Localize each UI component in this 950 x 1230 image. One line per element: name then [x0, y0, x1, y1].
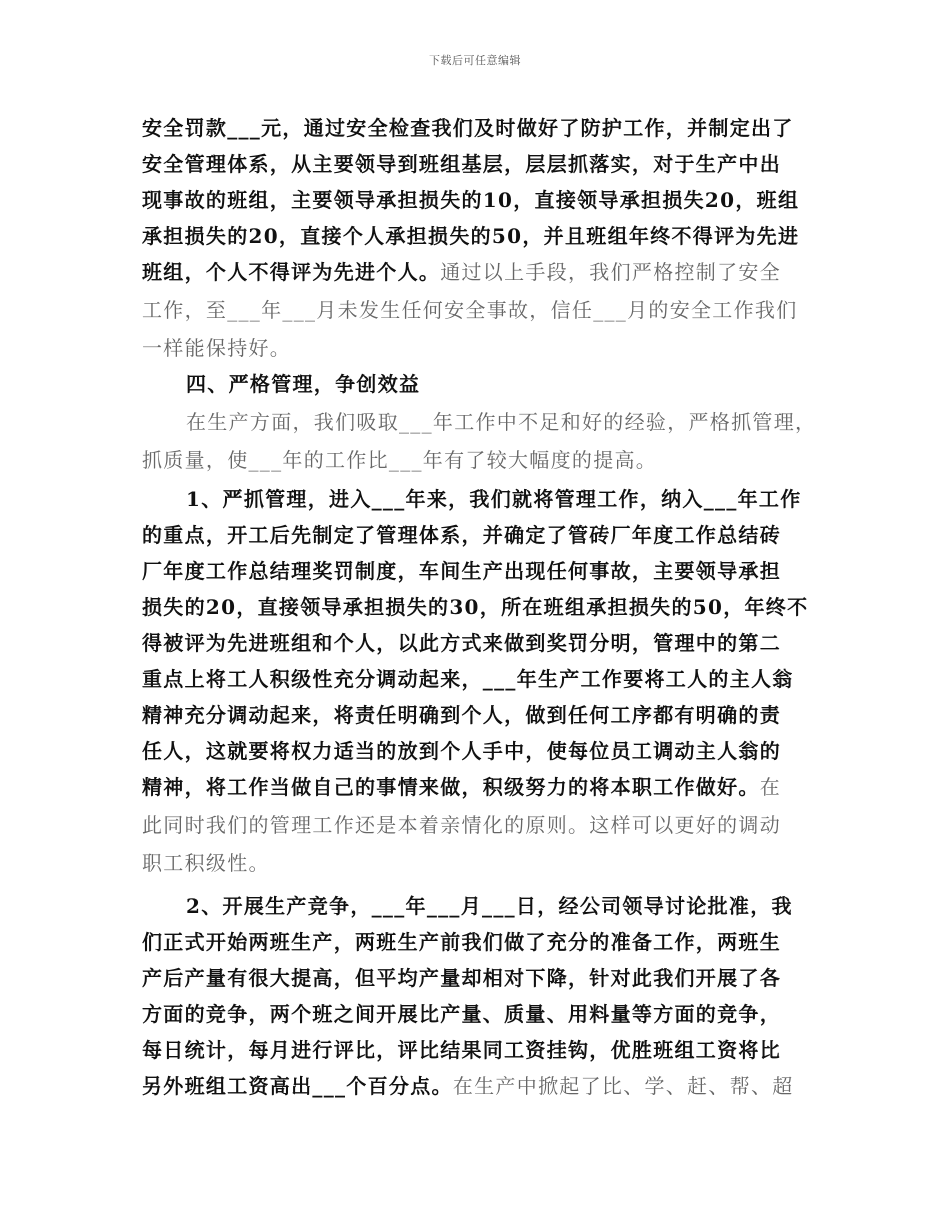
text-line: 此同时我们的管理工作还是本着亲情化的原则。这样可以更好的调动: [142, 813, 781, 837]
text-line: 们正式开始两班生产，两班生产前我们做了充分的准备工作，两班生: [142, 930, 781, 954]
text-line: 承担损失的20，直接个人承担损失的50，并且班组年终不得评为先进: [142, 224, 800, 248]
text-line: 一样能保持好。: [142, 336, 292, 360]
text-line: 方面的竞争，两个班之间开展比产量、质量、用料量等方面的竞争，: [142, 1002, 781, 1026]
text-line: 1、严抓管理，进入___年来，我们就将管理工作，纳入___年工作: [186, 487, 802, 511]
text-line: 班组，个人不得评为先进个人。通过以上手段，我们严格控制了安全: [142, 260, 782, 284]
page-header: 下载后可任意编辑: [429, 54, 521, 67]
text-line: 抓质量，使___年的工作比___年有了较大幅度的提高。: [142, 448, 658, 472]
text-line: 安全管理体系，从主要领导到班组基层，层层抓落实，对于生产中出: [142, 152, 781, 176]
text-line: 精神，将工作当做自己的事情来做，积级努力的将本职工作做好。在: [142, 775, 782, 799]
text-line: 工作，至___年___月未发生任何安全事故，信任___月的安全工作我们: [142, 298, 798, 322]
text-line: 得被评为先进班组和个人，以此方式来做到奖罚分明，管理中的第二: [142, 631, 781, 655]
text-line: 损失的20，直接领导承担损失的30，所在班组承担损失的50，年终不: [142, 595, 809, 619]
text-line: 厂年度工作总结理奖罚制度，车间生产出现任何事故，主要领导承担: [142, 559, 781, 583]
section-heading: 四、严格管理，争创效益: [186, 372, 421, 396]
text-line: 在生产方面，我们吸取___年工作中不足和好的经验，严格抓管理，: [186, 410, 817, 434]
text-line: 的重点，开工后先制定了管理体系，并确定了管砖厂年度工作总结砖: [142, 523, 781, 547]
text-line: 2、开展生产竞争，___年___月___日，经公司领导讨论批准，我: [186, 894, 793, 918]
text-line: 精神充分调动起来，将责任明确到个人，做到任何工序都有明确的责: [142, 703, 781, 727]
text-line: 重点上将工人积级性充分调动起来，___年生产工作要将工人的主人翁: [142, 667, 794, 691]
text-line: 每日统计，每月进行评比，评比结果同工资挂钩，优胜班组工资将比: [142, 1038, 781, 1062]
text-line: 安全罚款___元，通过安全检查我们及时做好了防护工作，并制定出了: [142, 116, 794, 140]
text-line: 任人，这就要将权力适当的放到个人手中，使每位员工调动主人翁的: [142, 739, 781, 763]
text-line: 另外班组工资高出___个百分点。在生产中掀起了比、学、赶、帮、超: [142, 1074, 794, 1098]
text-line: 产后产量有很大提高，但平均产量却相对下降，针对此我们开展了各: [142, 966, 781, 990]
text-line: 现事故的班组，主要领导承担损失的10，直接领导承担损失20，班组: [142, 188, 800, 212]
text-line: 职工积级性。: [142, 851, 270, 875]
